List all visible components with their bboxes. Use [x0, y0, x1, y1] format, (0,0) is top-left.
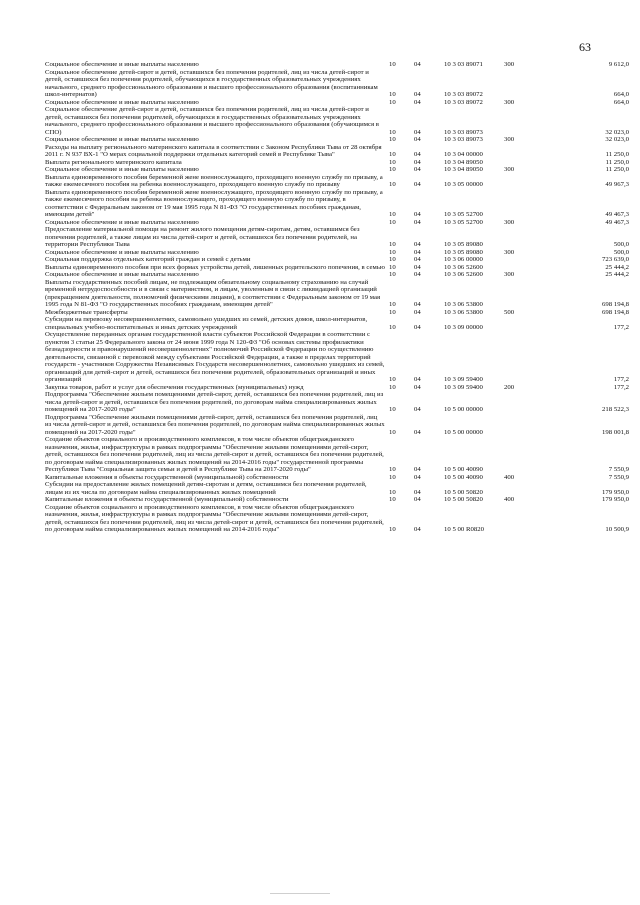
row-section-code: 10 [389, 61, 396, 68]
table-row [45, 219, 630, 227]
table-row [45, 136, 630, 144]
row-subsection-code: 04 [414, 151, 421, 158]
row-target-article-code: 10 3 06 53800 [444, 308, 483, 316]
row-subsection-code: 04 [414, 526, 421, 533]
row-amount: 49 467,3 [605, 211, 629, 218]
table-row [45, 384, 630, 392]
row-subsection-code: 04 [414, 91, 421, 98]
row-expense-type-code: 400 [504, 496, 515, 503]
row-name: Социальное обеспечение и иные выплаты населению [45, 98, 199, 106]
row-amount: 177,2 [613, 323, 629, 331]
table-row [45, 106, 630, 136]
row-section-code: 10 [389, 466, 396, 473]
row-amount: 7 550,9 [608, 466, 629, 473]
table-row [45, 99, 630, 107]
table-row [45, 496, 630, 504]
row-name: Социальное обеспечение и иные выплаты населению [45, 218, 199, 226]
row-name: Расходы на выплату регионального материнского капитала в соответствии с Законом Республики Тыва от 28 октября 2011 г. N 937 ВХ-1 "О мерах социальной поддержки отдельных категорий семей в Республике Тыва" [45, 143, 382, 158]
row-target-article-code: 10 5 00 40090 [444, 473, 483, 481]
row-target-article-code: 10 3 09 59400 [444, 383, 483, 391]
row-section-code: 10 [389, 406, 396, 413]
table-row [45, 256, 630, 264]
table-row [45, 144, 630, 159]
row-subsection-code: 04 [414, 136, 421, 143]
row-amount: 218 522,3 [602, 406, 629, 413]
row-expense-type-code: 300 [504, 166, 515, 173]
row-amount: 177,2 [613, 383, 629, 391]
row-amount: 11 250,0 [605, 151, 629, 158]
table-row [45, 174, 630, 189]
row-name: Закупка товаров, работ и услуг для обеспечения государственных (муниципальных) нужд [45, 383, 304, 391]
row-subsection-code: 04 [414, 383, 421, 391]
row-target-article-code: 10 3 05 00000 [444, 181, 483, 188]
row-subsection-code: 04 [414, 466, 421, 473]
row-target-article-code: 10 3 09 59400 [444, 376, 483, 383]
row-amount: 198 001,8 [602, 428, 629, 436]
row-target-article-code: 10 3 03 89072 [444, 98, 483, 106]
table-row [45, 436, 630, 474]
row-subsection-code: 04 [414, 158, 421, 166]
row-amount: 11 250,0 [605, 158, 629, 166]
row-name: Осуществление переданных органам государственной власти субъектов Российской Федерации в соответствии с пунктом 3 статьи 25 Федерального закона от 24 июня 1999 года N 120-ФЗ "Об основах системы профилактики безнадзорности и правонарушений несовершеннолетних" полномочий Российской Федерации по осуществлению деятельности, связанной с перевозкой между субъектами Российской Федерации, а также в пределах территорий государств - участников Содружества Независимых Государств несовершеннолетних, самовольно ушедших из семей, организаций для детей-сирот и детей, оставшихся без попечения родителей, образовательных организаций и иных организаций [45, 331, 385, 383]
table-row [45, 69, 630, 99]
row-target-article-code: 10 5 00 00000 [444, 428, 483, 436]
row-amount: 723 639,0 [602, 256, 629, 263]
table-row [45, 189, 630, 219]
row-subsection-code: 04 [414, 271, 421, 278]
row-target-article-code: 10 3 04 00000 [444, 151, 483, 158]
row-subsection-code: 04 [414, 128, 421, 136]
row-section-code: 10 [389, 248, 396, 256]
row-name: Выплаты единовременного пособия при всех формах устройства детей, лишенных родительского попечения, в семью [45, 263, 385, 271]
row-subsection-code: 04 [414, 241, 421, 248]
row-name: Социальное обеспечение и иные выплаты населению [45, 136, 199, 143]
row-section-code: 10 [389, 383, 396, 391]
table-row [45, 226, 630, 249]
row-amount: 179 950,0 [602, 496, 629, 503]
row-section-code: 10 [389, 488, 396, 496]
row-subsection-code: 04 [414, 218, 421, 226]
row-amount: 49 967,3 [605, 181, 629, 188]
row-amount: 698 194,8 [602, 301, 629, 308]
row-amount: 698 194,8 [602, 308, 629, 316]
row-target-article-code: 10 3 06 00000 [444, 256, 483, 263]
row-subsection-code: 04 [414, 211, 421, 218]
row-name: Выплата регионального материнского капитала [45, 158, 182, 166]
row-section-code: 10 [389, 158, 396, 166]
row-section-code: 10 [389, 181, 396, 188]
row-amount: 9 612,0 [608, 61, 629, 68]
table-row [45, 249, 630, 257]
row-target-article-code: 10 3 06 52600 [444, 271, 483, 278]
row-target-article-code: 10 3 03 89071 [444, 61, 483, 68]
row-name: Подпрограмма "Обеспечение жильем помещениями детей-сирот, детей, оставшихся без попечения родителей, лиц из числа детей-сирот и детей, оставшихся без попечения родителей, по договорам найма специализированных жилых помещений на 2017-2020 годы" [45, 391, 384, 413]
row-name: Социальное обеспечение и иные выплаты населению [45, 61, 199, 68]
table-row [45, 279, 630, 309]
row-subsection-code: 04 [414, 406, 421, 413]
page-number: 63 [579, 40, 591, 54]
row-section-code: 10 [389, 308, 396, 316]
row-name: Социальное обеспечение детей-сирот и детей, оставшихся без попечения родителей, лиц из числа детей-сирот и детей, оставшихся без попечения родителей, обучающихся в государственных образовательных учреждениях начального, среднего профессионального образования и высшего профессионального образования (воспитанникам школ-интернатов) [45, 68, 378, 98]
row-name: Подпрограмма "Обеспечение жилыми помещениями детей-сирот, детей, оставшихся без попечения родителей, лиц из числа детей-сирот и детей, оставшихся без попечения родителей, по договорам найма специализированных жилых помещений на 2017-2020 годы" [45, 413, 385, 436]
row-section-code: 10 [389, 241, 396, 248]
table-row [45, 481, 630, 496]
row-name: Субсидии на перевозку несовершеннолетних, самовольно ушедших из семей, детских домов, школ-интернатов, специальных учебно-воспитательных и иных детских учреждений [45, 316, 368, 331]
row-target-article-code: 10 3 09 00000 [444, 323, 483, 331]
row-amount: 32 023,0 [605, 128, 629, 136]
row-subsection-code: 04 [414, 61, 421, 68]
row-target-article-code: 10 5 00 40090 [444, 466, 483, 473]
row-target-article-code: 10 3 03 89073 [444, 128, 483, 136]
row-amount: 664,0 [613, 91, 629, 98]
row-subsection-code: 04 [414, 181, 421, 188]
row-subsection-code: 04 [414, 376, 421, 383]
row-name: Социальное обеспечение детей-сирот и детей, оставшихся без попечения родителей, лиц из числа детей-сирот и детей, оставшихся без попечения родителей, обучающихся в государственных образовательных учреждениях начального, среднего профессионального образования и высшего профессионального образования (обучающимся в СПО) [45, 106, 379, 136]
row-amount: 500,0 [613, 241, 629, 248]
row-target-article-code: 10 3 03 89073 [444, 136, 483, 143]
row-subsection-code: 04 [414, 496, 421, 503]
row-target-article-code: 10 3 05 89080 [444, 248, 483, 256]
row-amount: 177,2 [613, 376, 629, 383]
row-subsection-code: 04 [414, 301, 421, 308]
row-target-article-code: 10 3 05 89080 [444, 241, 483, 248]
row-section-code: 10 [389, 166, 396, 173]
row-amount: 32 023,0 [605, 136, 629, 143]
row-subsection-code: 04 [414, 488, 421, 496]
row-expense-type-code: 300 [504, 218, 515, 226]
table-row [45, 414, 630, 437]
table-row [45, 61, 630, 69]
table-row [45, 264, 630, 272]
table-row [45, 331, 630, 384]
table-row [45, 159, 630, 167]
row-section-code: 10 [389, 91, 396, 98]
row-target-article-code: 10 5 00 50820 [444, 496, 483, 503]
row-section-code: 10 [389, 473, 396, 481]
row-section-code: 10 [389, 128, 396, 136]
row-section-code: 10 [389, 301, 396, 308]
row-amount: 25 444,2 [605, 263, 629, 271]
row-target-article-code: 10 3 04 89050 [444, 166, 483, 173]
row-expense-type-code: 300 [504, 248, 515, 256]
row-expense-type-code: 400 [504, 473, 515, 481]
table-row [45, 391, 630, 414]
row-subsection-code: 04 [414, 263, 421, 271]
row-section-code: 10 [389, 376, 396, 383]
row-section-code: 10 [389, 496, 396, 503]
table-row [45, 474, 630, 482]
row-name: Социальное обеспечение и иные выплаты населению [45, 271, 199, 278]
row-section-code: 10 [389, 428, 396, 436]
row-section-code: 10 [389, 526, 396, 533]
row-subsection-code: 04 [414, 428, 421, 436]
scan-artifact [270, 893, 330, 894]
row-section-code: 10 [389, 271, 396, 278]
row-amount: 179 950,0 [602, 488, 629, 496]
row-name: Предоставление материальной помощи на ремонт жилого помещения детям-сиротам, детям, оставшимся без попечения родителей, а также лицам из числа детей-сирот и детей, оставшихся без попечения родителей, на территории Республики Тыва [45, 226, 360, 248]
row-section-code: 10 [389, 211, 396, 218]
row-section-code: 10 [389, 263, 396, 271]
row-expense-type-code: 200 [504, 383, 515, 391]
row-expense-type-code: 300 [504, 98, 515, 106]
table-row [45, 316, 630, 331]
row-amount: 7 550,9 [608, 473, 629, 481]
row-subsection-code: 04 [414, 323, 421, 331]
row-section-code: 10 [389, 256, 396, 263]
row-section-code: 10 [389, 136, 396, 143]
row-section-code: 10 [389, 98, 396, 106]
row-target-article-code: 10 3 03 89072 [444, 91, 483, 98]
row-target-article-code: 10 3 06 53800 [444, 301, 483, 308]
row-target-article-code: 10 5 00 50820 [444, 488, 483, 496]
row-subsection-code: 04 [414, 256, 421, 263]
row-subsection-code: 04 [414, 308, 421, 316]
table-row [45, 166, 630, 174]
row-amount: 49 467,3 [605, 218, 629, 226]
table-row [45, 309, 630, 317]
row-name: Выплаты государственных пособий лицам, не подлежащим обязательному социальному страхованию на случай временной нетрудоспособности и в связи с материнством, и лицам, уволенным в связи с ликвидацией организаций (прекращением деятельности, полномочий физическими лицами), в соответствии с Федеральным законом от 19 мая 1995 года N 81-ФЗ "О государственных пособиях гражданам, имеющим детей" [45, 278, 381, 308]
row-subsection-code: 04 [414, 98, 421, 106]
row-target-article-code: 10 3 05 52700 [444, 211, 483, 218]
row-section-code: 10 [389, 323, 396, 331]
row-expense-type-code: 300 [504, 271, 515, 278]
row-name: Выплата единовременного пособия беременной жене военнослужащего, проходящего военную службу по призыву, а также ежемесячного пособия на ребенка военнослужащего, проходящего военную службу по призыву [45, 173, 383, 188]
row-amount: 11 250,0 [605, 166, 629, 173]
row-amount: 10 500,9 [605, 526, 629, 533]
row-amount: 500,0 [613, 248, 629, 256]
row-expense-type-code: 300 [504, 61, 515, 68]
row-name: Капитальные вложения в объекты государственной (муниципальной) собственности [45, 496, 289, 503]
row-name: Межбюджетные трансферты [45, 308, 128, 316]
row-name: Социальное обеспечение и иные выплаты населению [45, 248, 199, 256]
row-subsection-code: 04 [414, 473, 421, 481]
row-target-article-code: 10 5 00 00000 [444, 406, 483, 413]
row-target-article-code: 10 3 04 89050 [444, 158, 483, 166]
row-expense-type-code: 300 [504, 136, 515, 143]
row-subsection-code: 04 [414, 248, 421, 256]
table-row [45, 504, 630, 534]
row-name: Создание объектов социального и производственного комплексов, в том числе объектов общегражданского назначения, жилья, инфраструктуры в рамках подпрограммы "Обеспечение жилыми помещениями детей-сирот, детей, оставшихся без попечения родителей, лиц из числа детей-сирот и детей, оставшихся без попечения родителей, по договорам найма специализированных жилых помещений на 2014-2016 годы" государственной программы Республики Тыва "Социальная защита семьи и детей в Республике Тыва на 2017-2020 годы" [45, 436, 384, 473]
row-expense-type-code: 500 [504, 308, 515, 316]
row-target-article-code: 10 3 06 52600 [444, 263, 483, 271]
row-name: Социальная поддержка отдельных категорий граждан и семей с детьми [45, 256, 251, 263]
row-name: Капитальные вложения в объекты государственной (муниципальной) собственности [45, 473, 289, 481]
row-section-code: 10 [389, 218, 396, 226]
table-row [45, 271, 630, 279]
budget-table [45, 61, 630, 534]
row-name: Социальное обеспечение и иные выплаты населению [45, 166, 199, 173]
row-section-code: 10 [389, 151, 396, 158]
row-subsection-code: 04 [414, 166, 421, 173]
row-target-article-code: 10 3 05 52700 [444, 218, 483, 226]
row-name: Создание объектов социального и производственного комплексов, в том числе объектов общегражданского назначения, жилья, инфраструктуры в рамках подпрограммы "Обеспечение жилыми помещениями детей-сирот, детей, оставшихся без попечения родителей, лиц из числа детей-сирот и детей, оставшихся без попечения родителей, по договорам найма специализированных жилых помещений на 2014-2016 годы" [45, 503, 384, 533]
row-amount: 25 444,2 [605, 271, 629, 278]
row-name: Выплата единовременного пособия беременной жене военнослужащего, проходящего военную службу по призыву, а также ежемесячного пособия на ребенка военнослужащего, проходящего военную службу по призыву, в соответствии с Федеральным законом от 19 мая 1995 года N 81-ФЗ "О государственных пособиях гражданам, имеющим детей" [45, 188, 383, 218]
row-name: Субсидии на предоставление жилых помещений детям-сиротам и детям, оставшимся без попечения родителей, лицам из их числа по договорам найма специализированных жилых помещений [45, 481, 367, 496]
row-amount: 664,0 [613, 98, 629, 106]
row-target-article-code: 10 5 00 R0820 [444, 526, 484, 533]
